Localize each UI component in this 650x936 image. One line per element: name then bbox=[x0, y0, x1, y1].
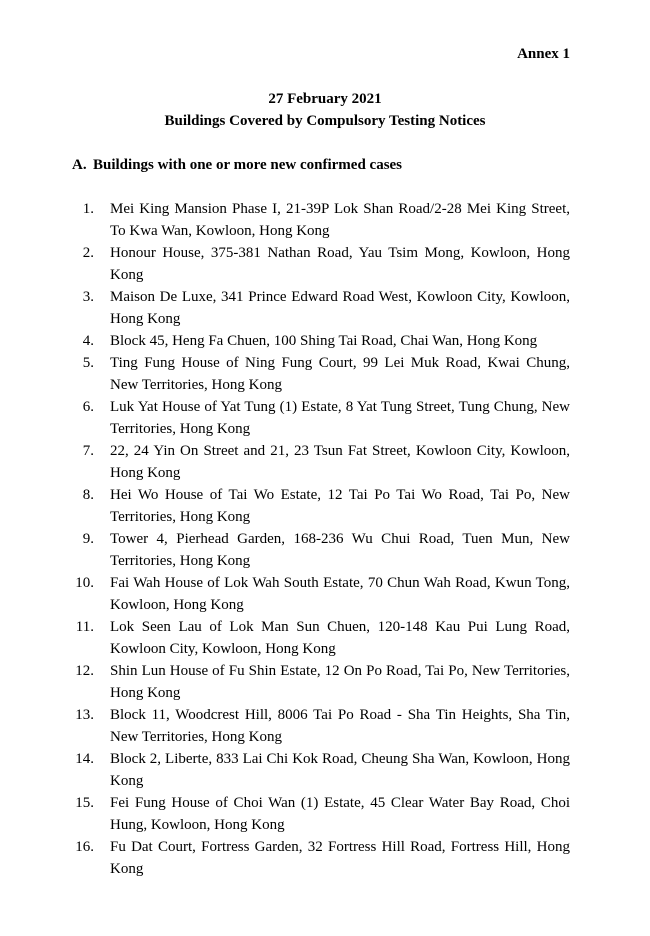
building-list-item bbox=[72, 396, 570, 440]
list-item-number: 9. bbox=[82, 531, 94, 547]
section-heading bbox=[72, 155, 402, 175]
building-list-item bbox=[72, 704, 570, 748]
building-list-item bbox=[72, 286, 570, 330]
list-item-number: 12. bbox=[75, 663, 94, 679]
list-item-number: 11. bbox=[75, 619, 94, 635]
building-list-item bbox=[72, 484, 570, 528]
building-list-item bbox=[72, 616, 570, 660]
building-address: Block 2, Liberte, 833 Lai Chi Kok Road, Cheung Sha Wan, Kowloon, Hong Kong bbox=[110, 751, 570, 789]
building-address: Luk Yat House of Yat Tung (1) Estate, 8 Yat Tung Street, Tung Chung, New Territories, Hong Kong bbox=[110, 399, 570, 437]
list-item-number: 10. bbox=[75, 575, 94, 591]
list-item-number: 1. bbox=[82, 201, 94, 217]
section-heading-text: Buildings with one or more new confirmed cases bbox=[93, 157, 403, 173]
building-list-item bbox=[72, 660, 570, 704]
building-address: Lok Seen Lau of Lok Man Sun Chuen, 120-148 Kau Pui Lung Road, Kowloon City, Kowloon, Hong Kong bbox=[110, 619, 570, 657]
building-list-item bbox=[72, 352, 570, 396]
list-item-number: 7. bbox=[82, 443, 94, 459]
building-address: Hei Wo House of Tai Wo Estate, 12 Tai Po Tai Wo Road, Tai Po, New Territories, Hong Kong bbox=[110, 487, 570, 525]
list-item-number: 2. bbox=[82, 245, 94, 261]
building-list-item bbox=[72, 836, 570, 880]
list-item-number: 8. bbox=[82, 487, 94, 503]
building-address: Shin Lun House of Fu Shin Estate, 12 On Po Road, Tai Po, New Territories, Hong Kong bbox=[110, 663, 570, 701]
list-item-number: 16. bbox=[75, 839, 94, 855]
building-list bbox=[72, 198, 570, 880]
list-item-number: 14. bbox=[75, 751, 94, 767]
building-address: Honour House, 375-381 Nathan Road, Yau Tsim Mong, Kowloon, Hong Kong bbox=[110, 245, 570, 283]
building-list-item bbox=[72, 330, 570, 352]
building-address: Fu Dat Court, Fortress Garden, 32 Fortress Hill Road, Fortress Hill, Hong Kong bbox=[110, 839, 570, 877]
document-title: Buildings Covered by Compulsory Testing Notices bbox=[164, 113, 486, 129]
building-list-item bbox=[72, 242, 570, 286]
list-item-number: 6. bbox=[82, 399, 94, 415]
list-item-number: 15. bbox=[75, 795, 94, 811]
list-item-number: 4. bbox=[82, 333, 94, 349]
building-list-item bbox=[72, 572, 570, 616]
building-address: Block 45, Heng Fa Chuen, 100 Shing Tai Road, Chai Wan, Hong Kong bbox=[110, 333, 538, 349]
building-address: Block 11, Woodcrest Hill, 8006 Tai Po Road - Sha Tin Heights, Sha Tin, New Territories, Hong Kong bbox=[110, 707, 570, 745]
building-address: Maison De Luxe, 341 Prince Edward Road West, Kowloon City, Kowloon, Hong Kong bbox=[110, 289, 570, 327]
document-date: 27 February 2021 bbox=[268, 91, 382, 107]
building-list-item bbox=[72, 528, 570, 572]
list-item-number: 3. bbox=[82, 289, 94, 305]
annex-label: Annex 1 bbox=[517, 46, 570, 62]
building-address: Ting Fung House of Ning Fung Court, 99 Lei Muk Road, Kwai Chung, New Territories, Hong Kong bbox=[110, 355, 570, 393]
section-letter: A. bbox=[72, 157, 87, 173]
list-item-number: 13. bbox=[75, 707, 94, 723]
building-address: 22, 24 Yin On Street and 21, 23 Tsun Fat Street, Kowloon City, Kowloon, Hong Kong bbox=[110, 443, 570, 481]
building-address: Fai Wah House of Lok Wah South Estate, 70 Chun Wah Road, Kwun Tong, Kowloon, Hong Kong bbox=[110, 575, 570, 613]
building-list-item bbox=[72, 792, 570, 836]
building-address: Mei King Mansion Phase I, 21-39P Lok Shan Road/2-28 Mei King Street, To Kwa Wan, Kowloon, Hong Kong bbox=[110, 201, 570, 239]
building-list-item bbox=[72, 748, 570, 792]
building-list-item bbox=[72, 198, 570, 242]
list-item-number: 5. bbox=[82, 355, 94, 371]
building-list-item bbox=[72, 440, 570, 484]
building-address: Tower 4, Pierhead Garden, 168-236 Wu Chui Road, Tuen Mun, New Territories, Hong Kong bbox=[110, 531, 570, 569]
building-address: Fei Fung House of Choi Wan (1) Estate, 45 Clear Water Bay Road, Choi Hung, Kowloon, Hong Kong bbox=[110, 795, 570, 833]
